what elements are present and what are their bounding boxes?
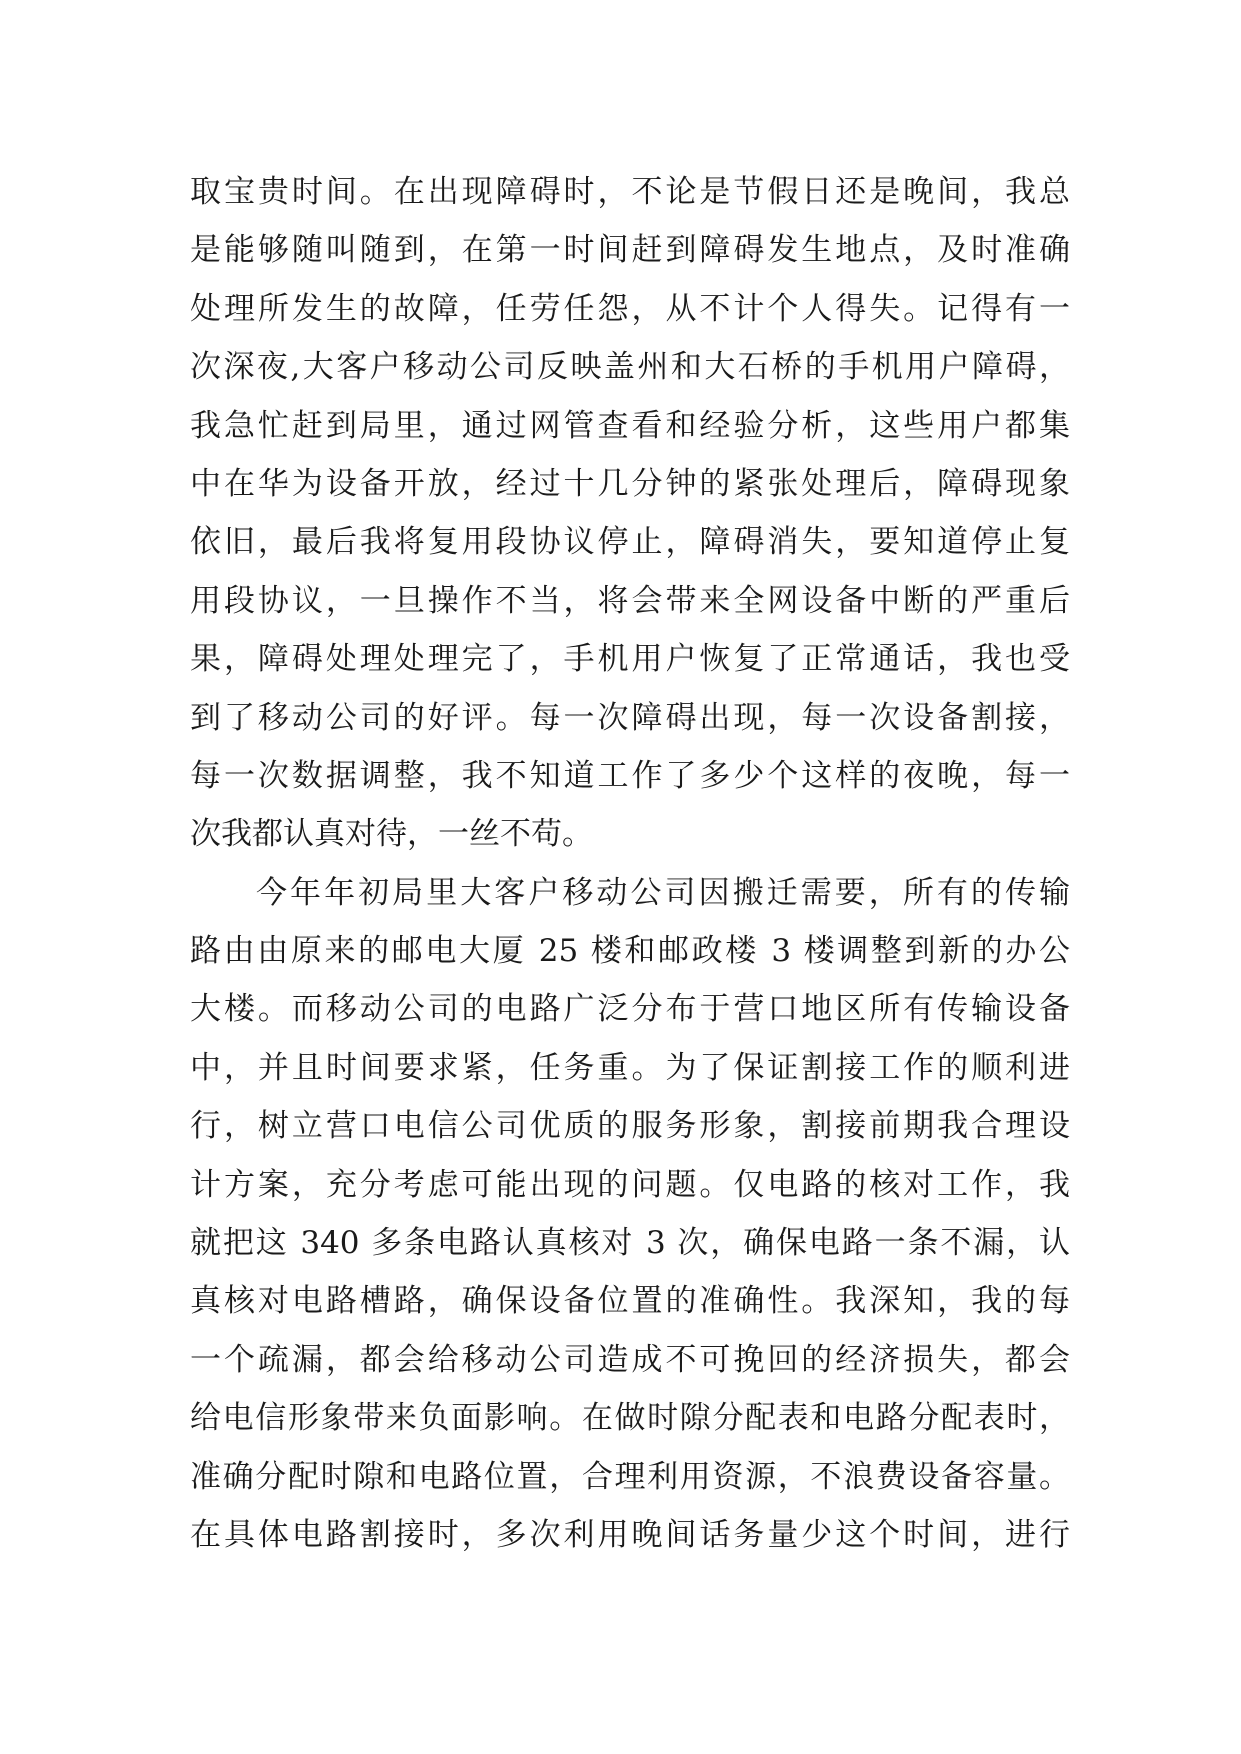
text-line: 真核对电路槽路，确保设备位置的准确性。我深知，我的每 (190, 1283, 1070, 1320)
body-text (190, 163, 1070, 1564)
text-line: 给电信形象带来负面影响。在做时隙分配表和电路分配表时， (190, 1400, 1070, 1437)
text-line: 用段协议，一旦操作不当，将会带来全网设备中断的严重后 (190, 582, 1070, 619)
text-line: 计方案，充分考虑可能出现的问题。仅电路的核对工作，我 (190, 1166, 1070, 1203)
text-line: 我急忙赶到局里，通过网管查看和经验分析，这些用户都集 (190, 407, 1070, 444)
text-line: 到了移动公司的好评。每一次障碍出现，每一次设备割接， (190, 699, 1070, 736)
text-line: 每一次数据调整，我不知道工作了多少个这样的夜晚，每一 (190, 757, 1070, 794)
text-line: 果，障碍处理处理完了，手机用户恢复了正常通话，我也受 (190, 641, 1070, 678)
text-line: 是能够随叫随到，在第一时间赶到障碍发生地点，及时准确 (190, 232, 1070, 269)
text-line: 准确分配时隙和电路位置，合理利用资源，不浪费设备容量。 (190, 1458, 1070, 1495)
text-line: 大楼。而移动公司的电路广泛分布于营口地区所有传输设备 (190, 991, 1070, 1028)
text-line: 处理所发生的故障，任劳任怨，从不计个人得失。记得有一 (190, 290, 1070, 327)
text-line: 次深夜,大客户移动公司反映盖州和大石桥的手机用户障碍， (190, 349, 1070, 386)
text-line: 行，树立营口电信公司优质的服务形象，割接前期我合理设 (190, 1108, 1070, 1145)
text-line: 路由由原来的邮电大厦 25 楼和邮政楼 3 楼调整到新的办公 (190, 933, 1070, 970)
text-line: 中在华为设备开放，经过十几分钟的紧张处理后，障碍现象 (190, 465, 1070, 502)
text-line: 一个疏漏，都会给移动公司造成不可挽回的经济损失，都会 (190, 1341, 1070, 1378)
text-line: 就把这 340 多条电路认真核对 3 次，确保电路一条不漏，认 (190, 1225, 1070, 1262)
text-line: 在具体电路割接时，多次利用晚间话务量少这个时间，进行 (190, 1516, 1070, 1553)
text-line: 取宝贵时间。在出现障碍时，不论是节假日还是晚间，我总 (190, 174, 1070, 210)
text-line: 中，并且时间要求紧，任务重。为了保证割接工作的顺利进 (190, 1049, 1070, 1086)
text-line: 依旧，最后我将复用段协议停止，障碍消失，要知道停止复 (190, 524, 1070, 561)
paragraph-first-line: 今年年初局里大客户移动公司因搬迁需要，所有的传输 (256, 874, 1070, 911)
text-line: 次我都认真对待，一丝不苟。 (190, 816, 593, 853)
